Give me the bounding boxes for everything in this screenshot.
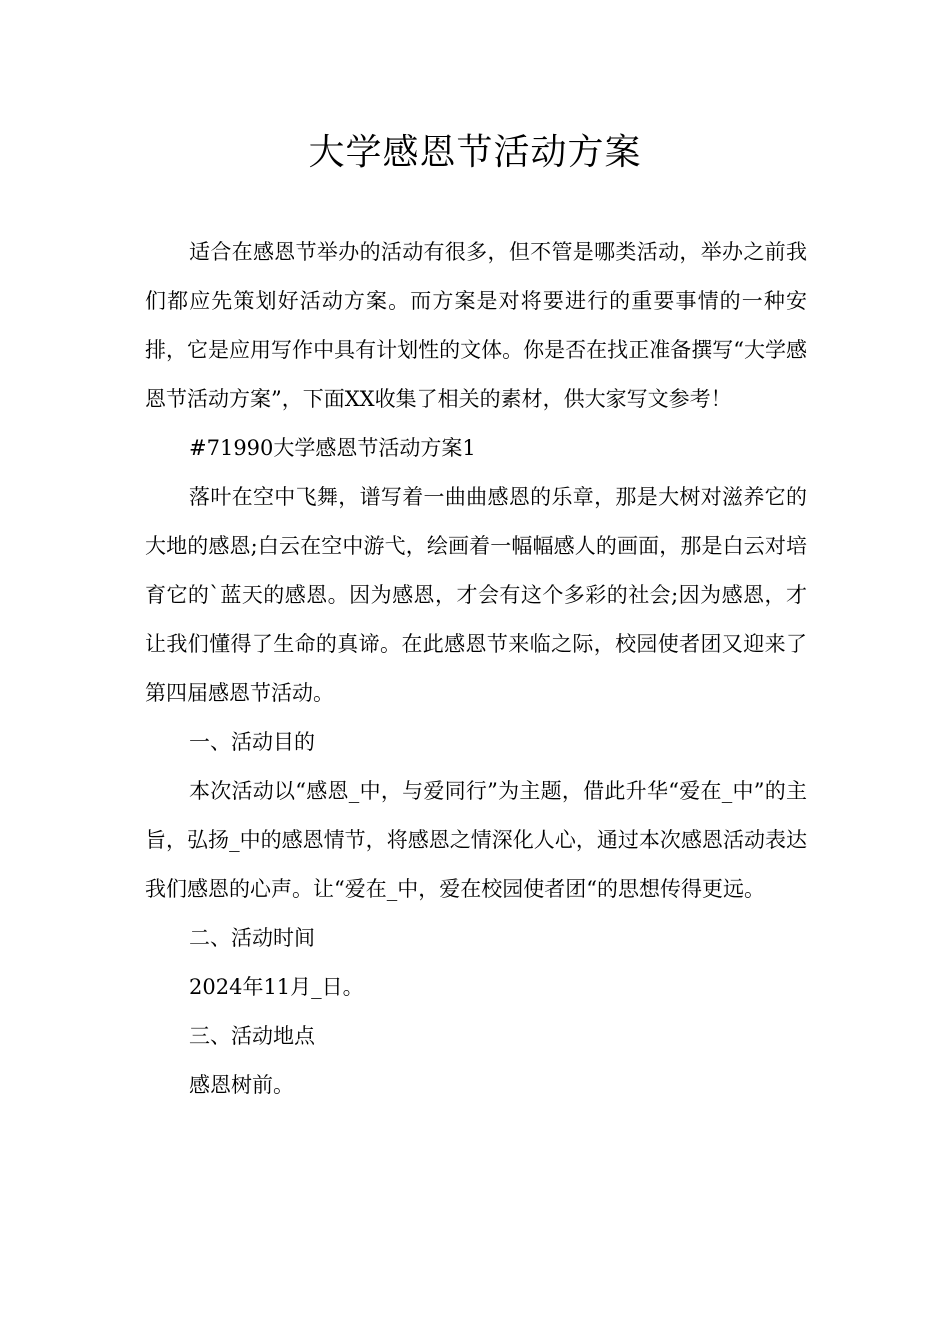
time-paragraph: 2024年11月_日。 (189, 975, 364, 999)
preface-paragraph: 落叶在空中飞舞，谱写着一曲曲感恩的乐章，那是大树对滋养它的大地的感恩;白云在空中游弋，绘画着一幅幅感人的画面，那是白云对培育它的`蓝天的感恩。因为感恩，才会有这个多彩的社会;因为感恩，才让我们懂得了生命的真谛。在此感恩节来临之际，校园使者团又迎来了第四届感恩节活动。 (145, 485, 807, 705)
section-heading-location: 三、活动地点 (189, 1024, 315, 1048)
section-heading-purpose: 一、活动目的 (189, 730, 315, 754)
document-body (145, 228, 807, 1110)
document-title: 大学感恩节活动方案 (308, 132, 642, 173)
purpose-paragraph: 本次活动以“感恩_中，与爱同行”为主题，借此升华“爱在_中”的主旨，弘扬_中的感恩情节，将感恩之情深化人心，通过本次感恩活动表达我们感恩的心声。让“爱在_中，爱在校园使者团“的思想传得更远。 (145, 779, 807, 901)
intro-paragraph: 适合在感恩节举办的活动有很多，但不管是哪类活动，举办之前我们都应先策划好活动方案。而方案是对将要进行的重要事情的一种安排，它是应用写作中具有计划性的文体。你是否在找正准备撰写“大学感恩节活动方案”，下面XX收集了相关的素材，供大家写文参考！ (145, 240, 807, 411)
location-paragraph: 感恩树前。 (189, 1073, 294, 1097)
section-heading-plan-1: #71990大学感恩节活动方案1 (189, 436, 476, 460)
section-heading-time: 二、活动时间 (189, 926, 315, 950)
